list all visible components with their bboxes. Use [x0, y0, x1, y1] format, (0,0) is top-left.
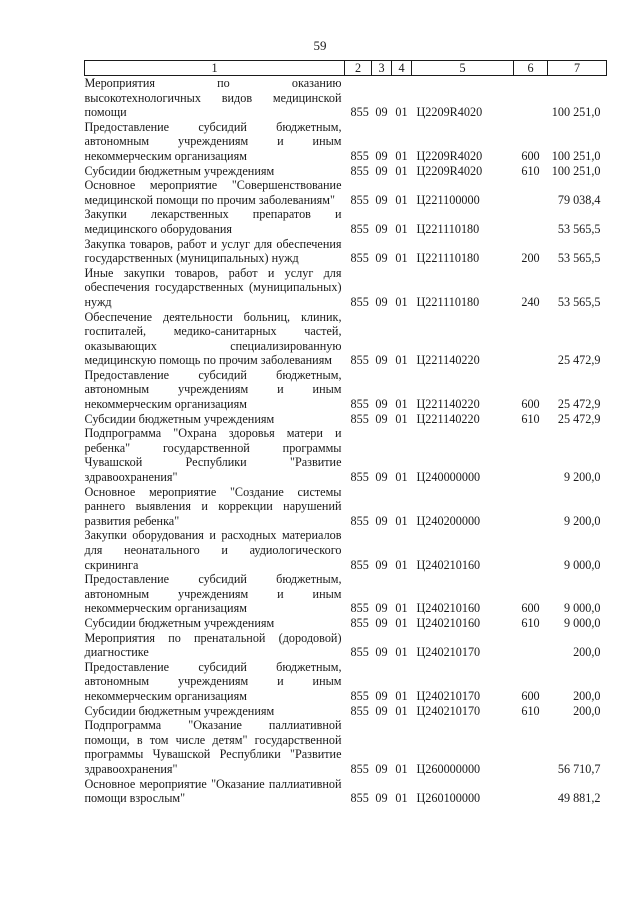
- row-subsection-code: 01: [395, 557, 408, 572]
- row-subsection-code: 01: [395, 192, 408, 207]
- row-grbs-code: 855: [350, 513, 369, 528]
- row-amount: 9 200,0: [563, 470, 601, 485]
- row-target-article-code: Ц240210160: [416, 615, 481, 630]
- table-row: [85, 237, 607, 266]
- table-row: [85, 777, 607, 806]
- table-body: [85, 76, 607, 806]
- row-target-article-code: Ц221140220: [416, 353, 480, 368]
- row-subsection-code: 01: [395, 513, 408, 528]
- row-expense-type-code: [514, 631, 548, 660]
- row-expense-type-code: [514, 426, 548, 484]
- row-grbs-code: 855: [350, 105, 369, 120]
- row-amount: 53 565,5: [557, 294, 601, 309]
- row-name: Подпрограмма "Оказание паллиативной помощи, в том числе детям" государственной программы Чувашской Республики "Развитие здравоохранения": [84, 718, 342, 776]
- row-section-code: 09: [375, 148, 388, 163]
- row-target-article-code: Ц2209R4020: [416, 105, 483, 120]
- row-section-code: 09: [375, 513, 388, 528]
- column-header-3: 3: [372, 61, 392, 76]
- row-amount: 53 565,5: [557, 221, 601, 236]
- row-amount: 100 251,0: [551, 105, 601, 120]
- row-subsection-code: 01: [395, 105, 408, 120]
- table-row: [85, 660, 607, 704]
- row-amount: 200,0: [573, 645, 601, 660]
- row-name: Иные закупки товаров, работ и услуг для обеспечения государственных (муниципальных) нужд: [84, 265, 342, 309]
- row-name: Предоставление субсидий бюджетным, автономным учреждениям и иным некоммерческим организациям: [84, 572, 342, 616]
- row-expense-type-code: [514, 485, 548, 529]
- row-grbs-code: 855: [350, 645, 369, 660]
- column-header-4: 4: [392, 61, 412, 76]
- row-target-article-code: Ц240210170: [416, 645, 481, 660]
- row-subsection-code: 01: [395, 294, 408, 309]
- row-subsection-code: 01: [395, 411, 408, 426]
- row-grbs-code: 855: [350, 163, 369, 178]
- row-section-code: 09: [375, 601, 388, 616]
- row-section-code: 09: [375, 557, 388, 572]
- row-section-code: 09: [375, 192, 388, 207]
- row-name: Подпрограмма "Охрана здоровья матери и ребенка" государственной программы Чувашской Республики "Развитие здравоохранения": [84, 426, 342, 485]
- row-section-code: 09: [375, 761, 388, 776]
- row-subsection-code: 01: [395, 761, 408, 776]
- row-amount: 9 200,0: [563, 513, 601, 528]
- row-section-code: 09: [375, 294, 388, 309]
- row-section-code: 09: [375, 397, 388, 412]
- row-name: Мероприятия по пренатальной (дородовой) диагностике: [84, 630, 342, 660]
- column-header-6: 6: [514, 61, 548, 76]
- table-row: [85, 412, 607, 427]
- row-section-code: 09: [375, 645, 388, 660]
- row-target-article-code: Ц221140220: [416, 397, 480, 412]
- table-row: [85, 207, 607, 236]
- row-amount: 200,0: [573, 703, 601, 718]
- row-expense-type-code: [514, 310, 548, 368]
- row-expense-type-code: [514, 207, 548, 236]
- row-section-code: 09: [375, 221, 388, 236]
- column-header-1: 1: [85, 61, 345, 76]
- row-amount: 9 000,0: [563, 557, 601, 572]
- table-row: [85, 310, 607, 368]
- row-target-article-code: Ц260100000: [416, 791, 481, 806]
- row-name: Субсидии бюджетным учреждениям: [84, 163, 275, 178]
- row-name: Закупка товаров, работ и услуг для обеспечения государственных (муниципальных) нужд: [84, 236, 342, 266]
- row-target-article-code: Ц240210160: [416, 601, 481, 616]
- table-header-row: [85, 61, 607, 76]
- row-section-code: 09: [375, 615, 388, 630]
- row-grbs-code: 855: [350, 557, 369, 572]
- row-section-code: 09: [375, 163, 388, 178]
- row-name: Предоставление субсидий бюджетным, автономным учреждениям и иным некоммерческим организациям: [84, 659, 342, 703]
- row-expense-type-code: 600: [521, 148, 540, 163]
- row-target-article-code: Ц240210170: [416, 703, 481, 718]
- row-amount: 100 251,0: [551, 148, 601, 163]
- row-amount: 79 038,4: [557, 192, 601, 207]
- row-target-article-code: Ц221140220: [416, 411, 480, 426]
- row-expense-type-code: 610: [521, 703, 540, 718]
- table-row: [85, 631, 607, 660]
- row-expense-type-code: 610: [521, 411, 540, 426]
- row-grbs-code: 855: [350, 761, 369, 776]
- budget-table: [84, 60, 607, 806]
- row-grbs-code: 855: [350, 791, 369, 806]
- row-subsection-code: 01: [395, 791, 408, 806]
- table-row: [85, 76, 607, 120]
- row-expense-type-code: [514, 718, 548, 776]
- row-amount: 25 472,9: [557, 411, 601, 426]
- row-subsection-code: 01: [395, 251, 408, 266]
- row-section-code: 09: [375, 353, 388, 368]
- row-amount: 200,0: [573, 688, 601, 703]
- row-grbs-code: 855: [350, 251, 369, 266]
- row-target-article-code: Ц221110180: [416, 294, 480, 309]
- row-section-code: 09: [375, 411, 388, 426]
- row-amount: 53 565,5: [557, 251, 601, 266]
- row-amount: 100 251,0: [551, 163, 601, 178]
- row-grbs-code: 855: [350, 353, 369, 368]
- row-subsection-code: 01: [395, 645, 408, 660]
- table-row: [85, 426, 607, 484]
- row-subsection-code: 01: [395, 353, 408, 368]
- row-subsection-code: 01: [395, 615, 408, 630]
- row-target-article-code: Ц221110180: [416, 221, 480, 236]
- table-row: [85, 164, 607, 179]
- row-name: Предоставление субсидий бюджетным, автономным учреждениям и иным некоммерческим организациям: [84, 119, 342, 163]
- row-grbs-code: 855: [350, 411, 369, 426]
- row-name: Субсидии бюджетным учреждениям: [84, 411, 275, 426]
- row-amount: 49 881,2: [557, 791, 601, 806]
- table-row: [85, 178, 607, 207]
- row-section-code: 09: [375, 688, 388, 703]
- row-section-code: 09: [375, 251, 388, 266]
- table-row: [85, 704, 607, 719]
- row-expense-type-code: [514, 777, 548, 806]
- row-name: Закупки оборудования и расходных материалов для неонатального и аудиологического скрининга: [84, 528, 342, 572]
- row-section-code: 09: [375, 105, 388, 120]
- row-grbs-code: 855: [350, 470, 369, 485]
- row-target-article-code: Ц2209R4020: [416, 148, 483, 163]
- table-row: [85, 572, 607, 616]
- column-header-7: 7: [548, 61, 607, 76]
- row-target-article-code: Ц240000000: [416, 470, 481, 485]
- row-grbs-code: 855: [350, 601, 369, 616]
- row-expense-type-code: 600: [521, 397, 540, 412]
- row-amount: 9 000,0: [563, 615, 601, 630]
- row-expense-type-code: 610: [521, 615, 540, 630]
- column-header-2: 2: [345, 61, 372, 76]
- row-grbs-code: 855: [350, 221, 369, 236]
- row-name: Предоставление субсидий бюджетным, автономным учреждениям и иным некоммерческим организациям: [84, 367, 342, 412]
- row-grbs-code: 855: [350, 148, 369, 163]
- row-grbs-code: 855: [350, 192, 369, 207]
- row-name: Субсидии бюджетным учреждениям: [84, 703, 275, 718]
- row-amount: 9 000,0: [563, 601, 601, 616]
- row-grbs-code: 855: [350, 703, 369, 718]
- row-grbs-code: 855: [350, 615, 369, 630]
- row-target-article-code: Ц240210160: [416, 557, 481, 572]
- row-target-article-code: Ц221100000: [416, 192, 480, 207]
- row-expense-type-code: [514, 76, 548, 120]
- row-name: Обеспечение деятельности больниц, клиник, госпиталей, медико-санитарных частей, оказывающих специализированную медицинскую помощь по прочим заболеваниям: [84, 309, 342, 368]
- row-section-code: 09: [375, 470, 388, 485]
- table-row: [85, 120, 607, 164]
- row-section-code: 09: [375, 791, 388, 806]
- table-row: [85, 528, 607, 572]
- page-number: 59: [313, 38, 327, 53]
- row-target-article-code: Ц2209R4020: [416, 163, 483, 178]
- row-name: Основное мероприятие "Совершенствование медицинской помощи по прочим заболеваниям": [84, 178, 342, 207]
- row-expense-type-code: 240: [521, 294, 540, 309]
- row-expense-type-code: [514, 528, 548, 572]
- row-subsection-code: 01: [395, 688, 408, 703]
- table-row: [85, 718, 607, 776]
- row-name: Основное мероприятие "Создание системы раннего выявления и коррекции нарушений развития ребенка": [84, 484, 342, 528]
- row-target-article-code: Ц240210170: [416, 688, 481, 703]
- row-amount: 56 710,7: [557, 761, 601, 776]
- row-grbs-code: 855: [350, 397, 369, 412]
- row-grbs-code: 855: [350, 688, 369, 703]
- row-subsection-code: 01: [395, 148, 408, 163]
- row-expense-type-code: [514, 178, 548, 207]
- row-expense-type-code: 610: [521, 163, 540, 178]
- column-header-5: 5: [412, 61, 514, 76]
- row-name: Закупки лекарственных препаратов и медицинского оборудования: [84, 207, 342, 236]
- row-target-article-code: Ц240200000: [416, 513, 481, 528]
- row-name: Основное мероприятие "Оказание паллиативной помощи взрослым": [84, 776, 342, 806]
- row-name: Мероприятия по оказанию высокотехнологичных видов медицинской помощи: [84, 76, 342, 120]
- row-expense-type-code: 200: [521, 251, 540, 266]
- row-subsection-code: 01: [395, 221, 408, 236]
- row-target-article-code: Ц221110180: [416, 251, 480, 266]
- row-name: Субсидии бюджетным учреждениям: [84, 615, 275, 630]
- table-row: [85, 616, 607, 631]
- row-amount: 25 472,9: [557, 397, 601, 412]
- row-section-code: 09: [375, 703, 388, 718]
- row-subsection-code: 01: [395, 703, 408, 718]
- row-subsection-code: 01: [395, 601, 408, 616]
- row-amount: 25 472,9: [557, 353, 601, 368]
- row-target-article-code: Ц260000000: [416, 761, 481, 776]
- row-subsection-code: 01: [395, 397, 408, 412]
- table-row: [85, 368, 607, 412]
- row-grbs-code: 855: [350, 294, 369, 309]
- row-subsection-code: 01: [395, 470, 408, 485]
- row-expense-type-code: 600: [521, 688, 540, 703]
- table-row: [85, 266, 607, 310]
- table-row: [85, 485, 607, 529]
- row-expense-type-code: 600: [521, 601, 540, 616]
- row-subsection-code: 01: [395, 163, 408, 178]
